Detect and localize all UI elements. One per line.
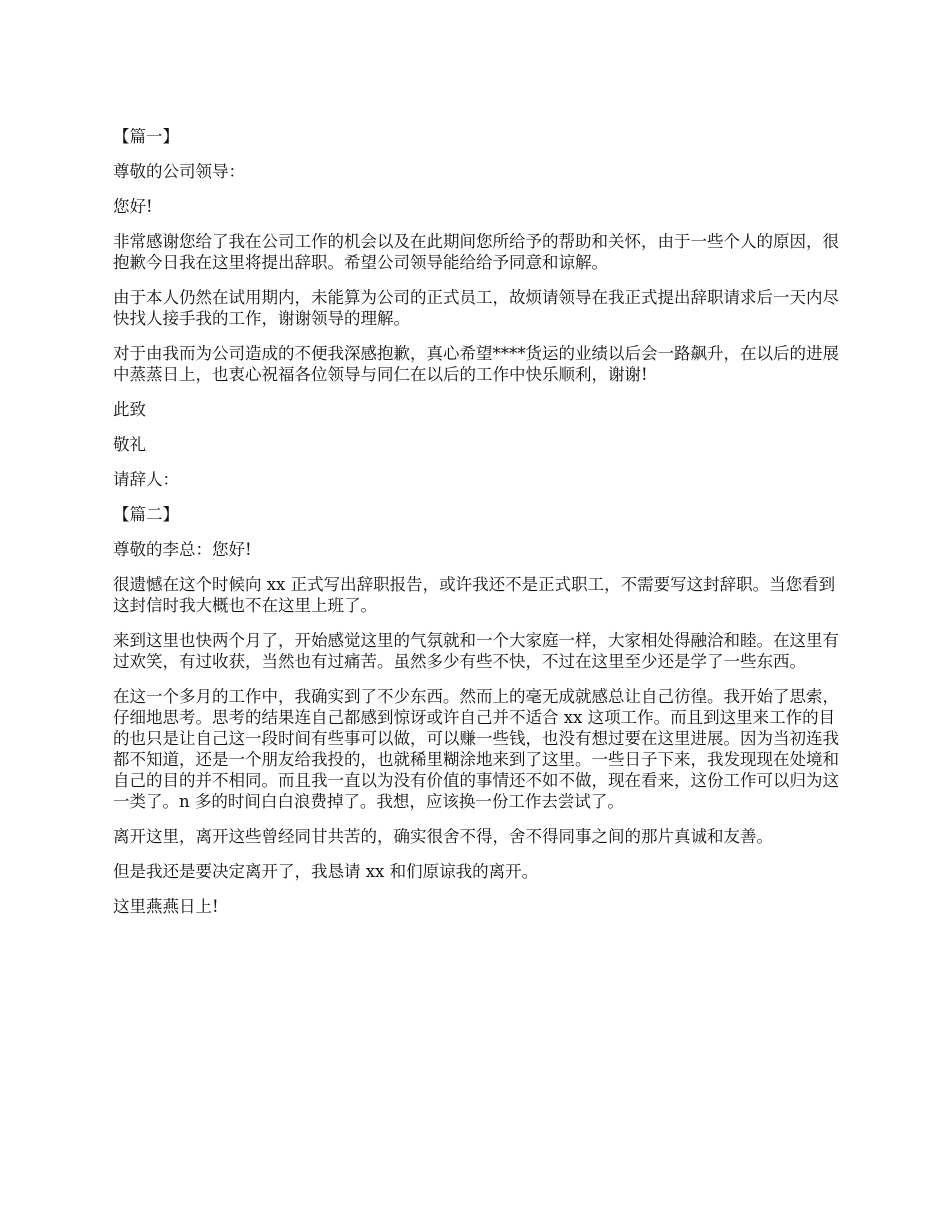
section-heading-1: 【篇一】 (113, 127, 179, 146)
closing-line: 此致 (113, 400, 146, 419)
paragraph: 很遗憾在这个时候向 xx 正式写出辞职报告，或许我还不是正式职工，不需要写这封辞职。当您看到这封信时我大概也不在这里上班了。 (113, 575, 836, 615)
closing-salute: 敬礼 (113, 435, 146, 454)
salutation-1: 尊敬的公司领导： (113, 162, 245, 181)
section-heading-2: 【篇二】 (113, 505, 179, 524)
paragraph: 在这一个多月的工作中，我确实到了不少东西。然而上的毫无成就感总让自己彷徨。我开始了思索，仔细地思考。思考的结果连自己都感到惊讶或许自己并不适合 xx 这项工作。而且到这里来工作的目的也只是让自己这一段时间有些事可以做，可以赚一些钱，也没有想过要在这里进展。因为当初连我都不知道，还是一个朋友给我投的，也就稀里糊涂地来到了这里。一些日子下来，我发现现在处境和自己的目的并不相同。而且我一直以为没有价值的事情还不如不做，现在看来，这份工作可以归为这一类了。n 多的时间白白浪费掉了。我想，应该换一份工作去尝试了。 (113, 687, 839, 811)
paragraph: 离开这里，离开这些曾经同甘共苦的，确实很舍不得，舍不得同事之间的那片真诚和友善。 (113, 827, 773, 846)
paragraph: 但是我还是要决定离开了，我恳请 xx 和们原谅我的离开。 (113, 862, 539, 881)
greeting-1: 您好! (113, 197, 153, 216)
signature-line: 请辞人： (113, 470, 179, 489)
paragraph: 非常感谢您给了我在公司工作的机会以及在此期间您所给予的帮助和关怀，由于一些个人的原因，很抱歉今日我在这里将提出辞职。希望公司领导能给给予同意和谅解。 (113, 232, 839, 272)
paragraph: 对于由我而为公司造成的不便我深感抱歉，真心希望****货运的业绩以后会一路飙升，在以后的进展中蒸蒸日上，也衷心祝福各位领导与同仁在以后的工作中快乐顺利，谢谢! (113, 344, 839, 384)
closing-wish: 这里燕燕日上! (113, 897, 219, 916)
salutation-2: 尊敬的李总：您好! (113, 540, 252, 559)
document-body (113, 126, 843, 931)
paragraph: 由于本人仍然在试用期内，未能算为公司的正式员工，故烦请领导在我正式提出辞职请求后一天内尽快找人接手我的工作，谢谢领导的理解。 (113, 288, 839, 328)
paragraph: 来到这里也快两个月了，开始感觉这里的气氛就和一个大家庭一样，大家相处得融洽和睦。在这里有过欢笑，有过收获，当然也有过痛苦。虽然多少有些不快，不过在这里至少还是学了一些东西。 (113, 631, 839, 671)
